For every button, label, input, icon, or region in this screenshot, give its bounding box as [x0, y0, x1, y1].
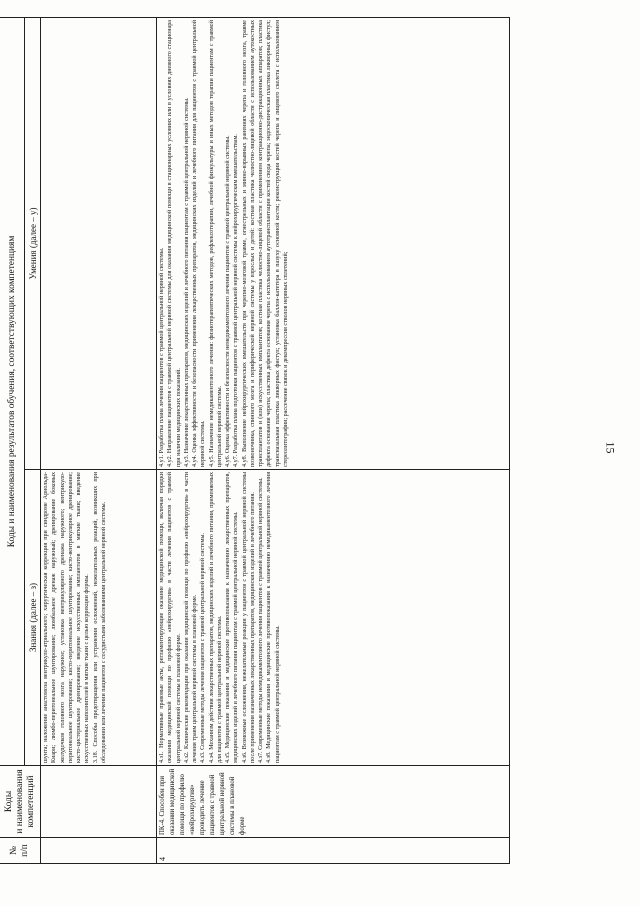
list-item: 4.у8. Выполнение нейрохирургических вмешательств при черепно-мозговой травме, огнестрельных и минно-взрывных ранениях черепа и головного мозга, травме позвоночника, спинного мозга и периферической нервной системы у взрослых и детей: костная пластика челюстно-лицевой области с использованием аутокостных трансплантатов и (или) искусственных имплантатов; костная пластика челюстно-лицевой области с применением контракционно-дистракционных аппаратов; пластика дефекта основания черепа; пластика дефекта основания черепа с использованием аутотрансплантации костей свода черепа; эндоскопическая пластика ликворных фистул; трансназальная пластика ликворных фистул; установка баллон-катетера в пазуху основной кости; реконструкция костей черепа и лицевого скелета с использованием стереолитографии; рассечение связок и декомпрессия стволов нервных сплетений; [241, 20, 289, 467]
list-item: 4.з4. Механизм действия лекарственных препаратов, медицинских изделий и лечебного питания, применяемых для пациентов с травмой центральной нервной системы. [208, 472, 223, 763]
list-item: 4.у1. Разработка плана лечения пациентов с травмой центральной нервной системы. [159, 247, 165, 467]
list-item: 4.з2. Клинические рекомендации при оказании медицинской помощи по профилю «нейрохирургия» в части лечения травм центральной нервной системы в плановой форме. [183, 472, 198, 763]
cell-num: 4 [157, 838, 510, 864]
list-item: 3.18. Способы предотвращения или устранения осложнений, нежелательных реакций, возникших при обследовании или лечении пациентов с сосудистыми заболеваниями центральной нервной системы. [92, 472, 107, 763]
list-item: 4.у4. Оценка эффективности и безопасности применения лекарственных препаратов, медицинских изделий и лечебного питания для пациентов с травмой центральной нервной системы. [192, 20, 207, 467]
page-number: 15 [603, 441, 618, 454]
list-item: 4.з1. Нормативные правовые акты, регламентирующие оказание медицинской помощи, включая порядки оказания медицинской помощи по профилю «нейрохирургия» в части лечения пациентов с травмой центральной нервной системы в плановой форме. [159, 472, 182, 763]
header-skills: Умения (далее – у) [25, 18, 41, 470]
cell-skills-empty [41, 18, 157, 470]
table-row-continuation [41, 18, 157, 864]
list-item: 4.у7. Разработка плана подготовки пациентов с травмой центральной нервной системы к нейрохирургическим вмешательствам. [233, 134, 240, 467]
list-item: 4.у2. Направление пациентов с травмой центральной нервной системы для оказания медицинской помощи в стационарных условиях или в условиях дневного стационара при наличии медицинских показаний. [167, 20, 182, 467]
table-row-pk4 [157, 18, 510, 864]
list-item: 4.з5. Медицинские показания и медицинские противопоказания к назначению лекарственных препаратов, медицинских изделий и лечебного питания пациентам с травмой центральной нервной системы. [225, 472, 240, 763]
cell-competency-code: ПК-4. Способен при оказании медицинской помощи по профилю «нейрохирургия» проводить лечение пациентов с травмой центральной нервной системы в плановой форме [157, 766, 510, 838]
cell-code-empty [41, 766, 157, 838]
header-knowledge: Знания (далее – з) [25, 470, 41, 766]
list-item: 4.з3. Современные методы лечения пациентов с травмой центральной нервной системы. [200, 533, 207, 763]
competency-table [0, 17, 510, 864]
table-subheader-row [25, 18, 41, 864]
list-item: 4.з8. Медицинские показания и медицинские противопоказания к назначению немедикаментозного лечения пациентам с травмой центральной нервной системы. [266, 472, 281, 763]
list-item: 4.у6. Оценка эффективности и безопасности немедикаментозного лечения пациентов с травмой центральной нервной системы. [225, 135, 231, 467]
cell-knowledge-continued [41, 470, 157, 766]
rotated-table-container [0, 18, 521, 864]
list-item: шунта; наложение анастомоза вентрикуло-атриального; хирургическая коррекция при синдроме Арнольда-Киари; люмбо-перитонеальное шунтирование; люмбальное дренаж наружный; дренирование боковых желудочков головного мозга наружное; установка вентрикулярного дренажа наружного; вентрикуло-перитонеальное шунтирование; кисто-перитонеальное шунтирование; кисто-вентрикулярное дренирование; кисто-цистернальное дренирование; введение искусственных имплантатов в мягкие ткани; введение искусственных наполнителей в мягкие ткани с целью коррекции формы. [43, 472, 91, 763]
cell-num-empty [41, 838, 157, 864]
list-item: 4.з7. Современные методы немедикаментозного лечения пациентов с травмой центральной нервной системы. [258, 477, 264, 763]
list-item: 4.у3. Назначение лекарственных препаратов, медицинских изделий и лечебного питания пациентам с травмой центральной нервной системы. [183, 97, 190, 467]
table-header-row [0, 18, 25, 864]
cell-skills-list [157, 18, 510, 470]
list-item: 4.у5. Назначение немедикаментозного лечения: физиотерапевтических методов, рефлексотерапии, лечебной физкультуры и иных методов терапии пациентам с травмой центральной нервной системы. [208, 20, 223, 467]
cell-knowledge-list [157, 470, 510, 766]
list-item: 4.з6. Возможные осложнения, нежелательные реакции у пациентов с травмой центральной нервной системы после применения назначенных лекарственных препаратов, медицинских изделий и лечебного питания. [241, 472, 256, 763]
header-num: № п/п [0, 838, 41, 864]
header-code: Коды и наименования компетенций [0, 766, 41, 838]
header-results-group: Коды и наименования результатов обучения, соответствующих компетенциям [0, 18, 25, 766]
